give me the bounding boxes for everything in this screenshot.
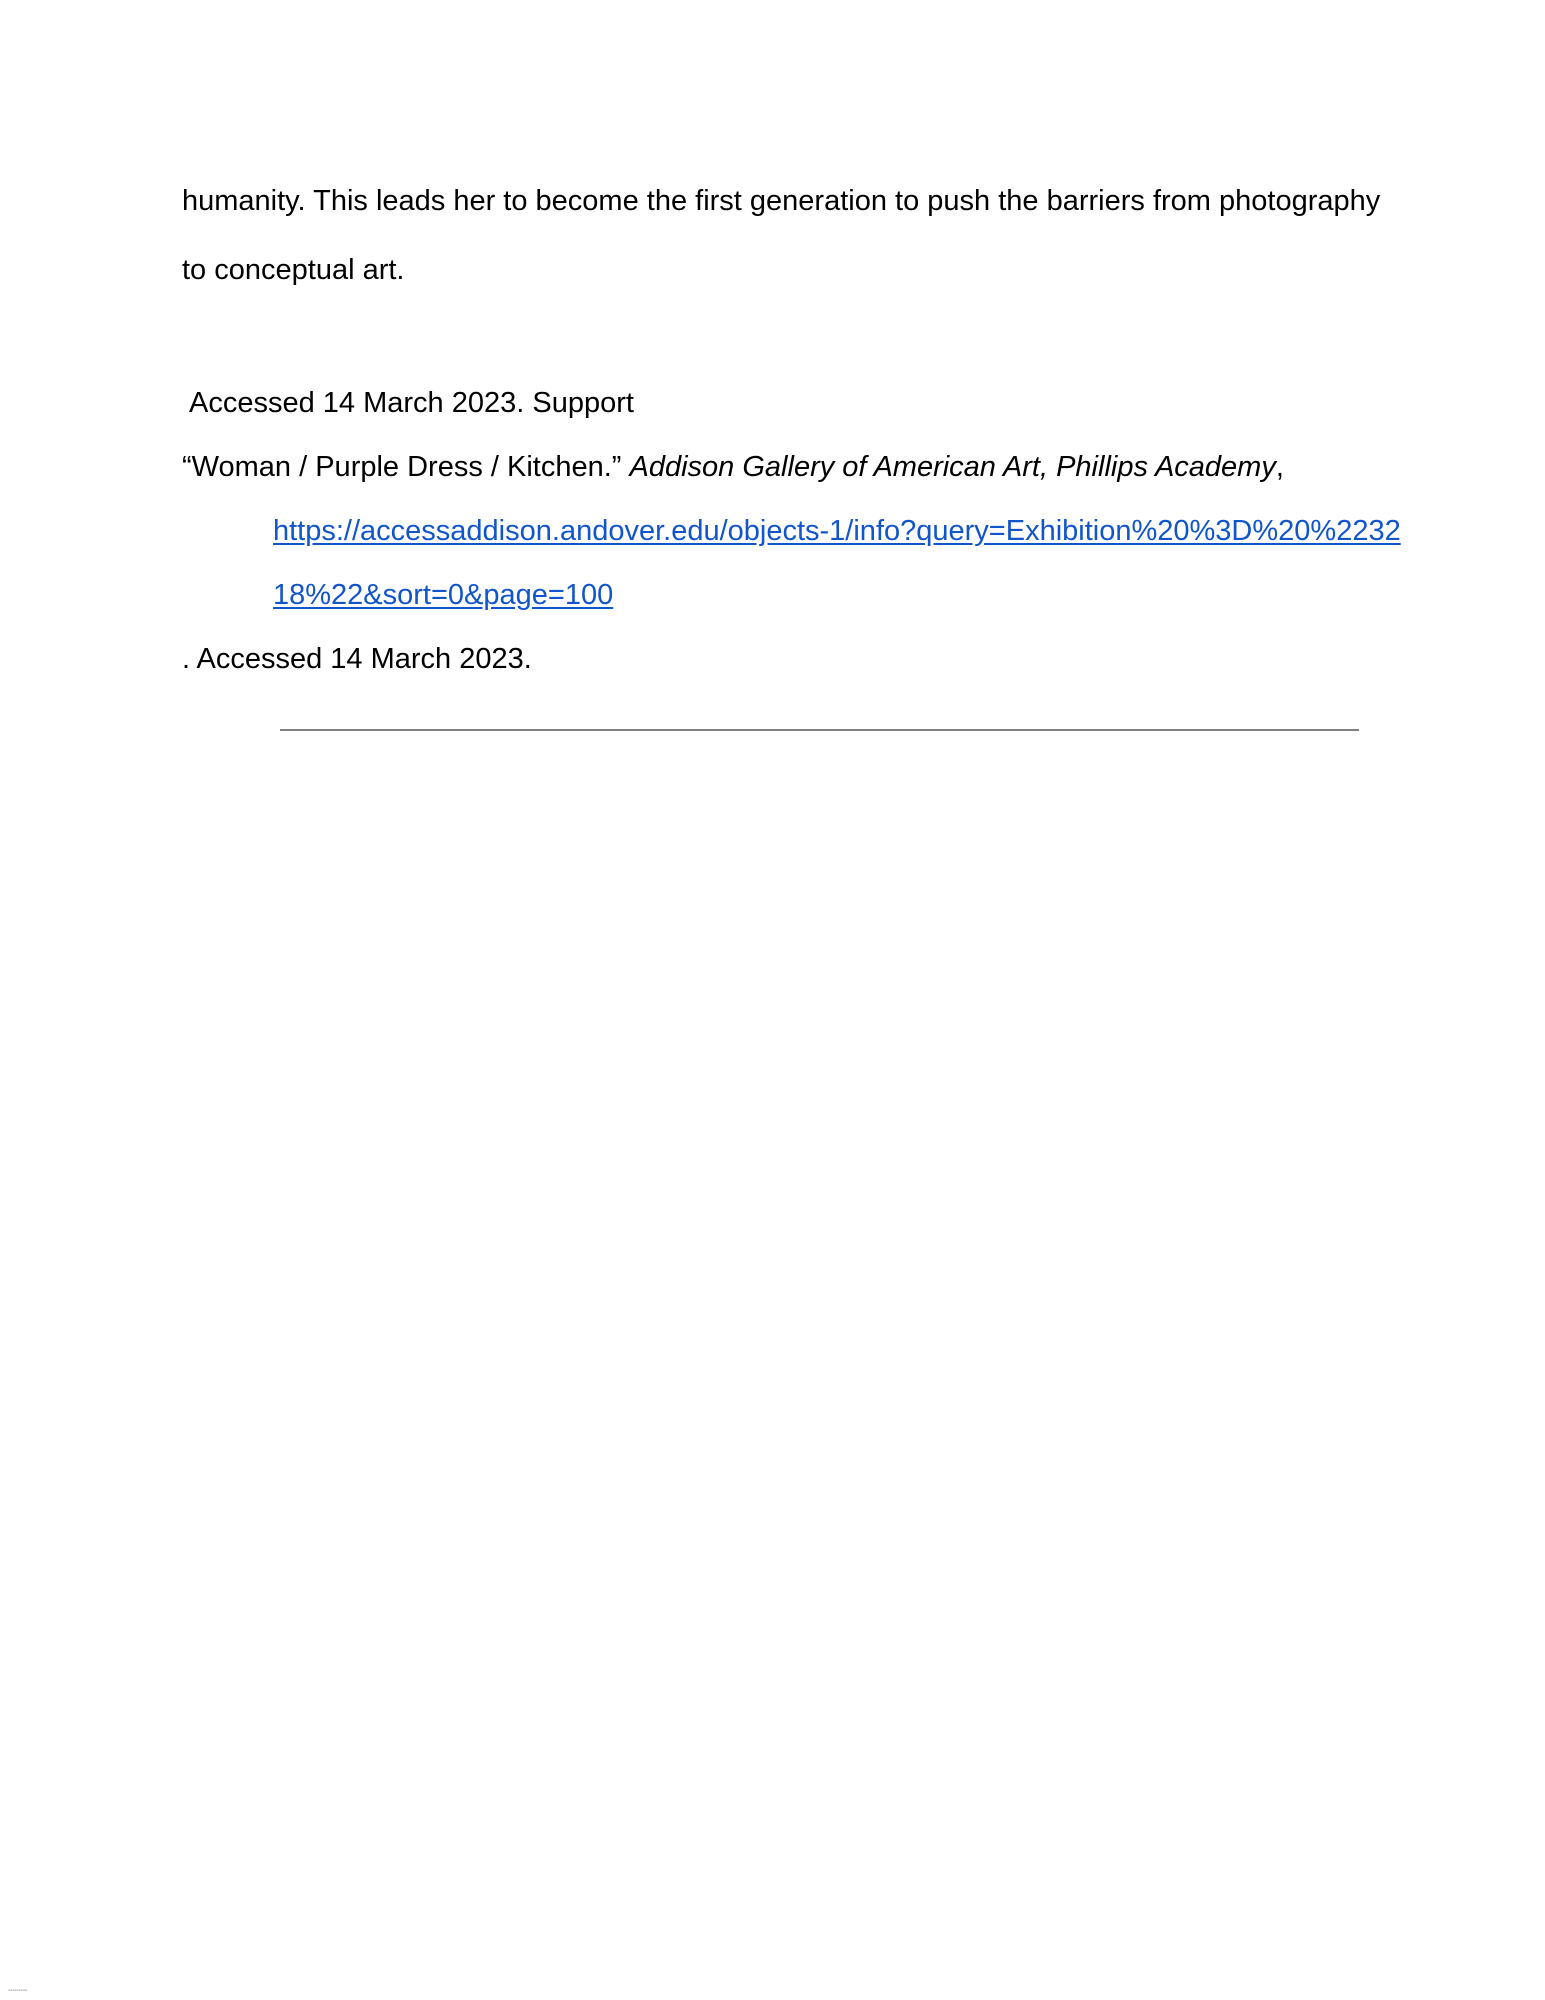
citation-url-link-part-2[interactable]: 18%22&sort=0&page=100: [273, 579, 614, 611]
paragraph-line-1: humanity. This leads her to become the first generation to push the barriers from photography: [182, 185, 1381, 217]
citation-source: Addison Gallery of American Art, Phillips Academy: [629, 451, 1276, 483]
citation-comma: ,: [1275, 451, 1284, 483]
citation-accessed-line: . Accessed 14 March 2023.: [182, 643, 532, 675]
paragraph-line-2: to conceptual art.: [182, 254, 405, 286]
citation-url-line-2[interactable]: [273, 577, 613, 613]
citation-url-link-part-1[interactable]: https://accessaddison.andover.edu/objects-1/info?query=Exhibition%20%3D%20%2232: [273, 515, 1401, 547]
accessed-support-line: Accessed 14 March 2023. Support: [189, 387, 634, 419]
citation-url-line-1[interactable]: [273, 513, 1401, 549]
citation-line: [182, 449, 1284, 485]
footnote-divider: [280, 729, 1359, 731]
citation-title: “Woman / Purple Dress / Kitchen.”: [182, 451, 630, 483]
page-stamp-mark: ▪▪▪▪▪▪▪▪▪: [8, 1988, 28, 1994]
